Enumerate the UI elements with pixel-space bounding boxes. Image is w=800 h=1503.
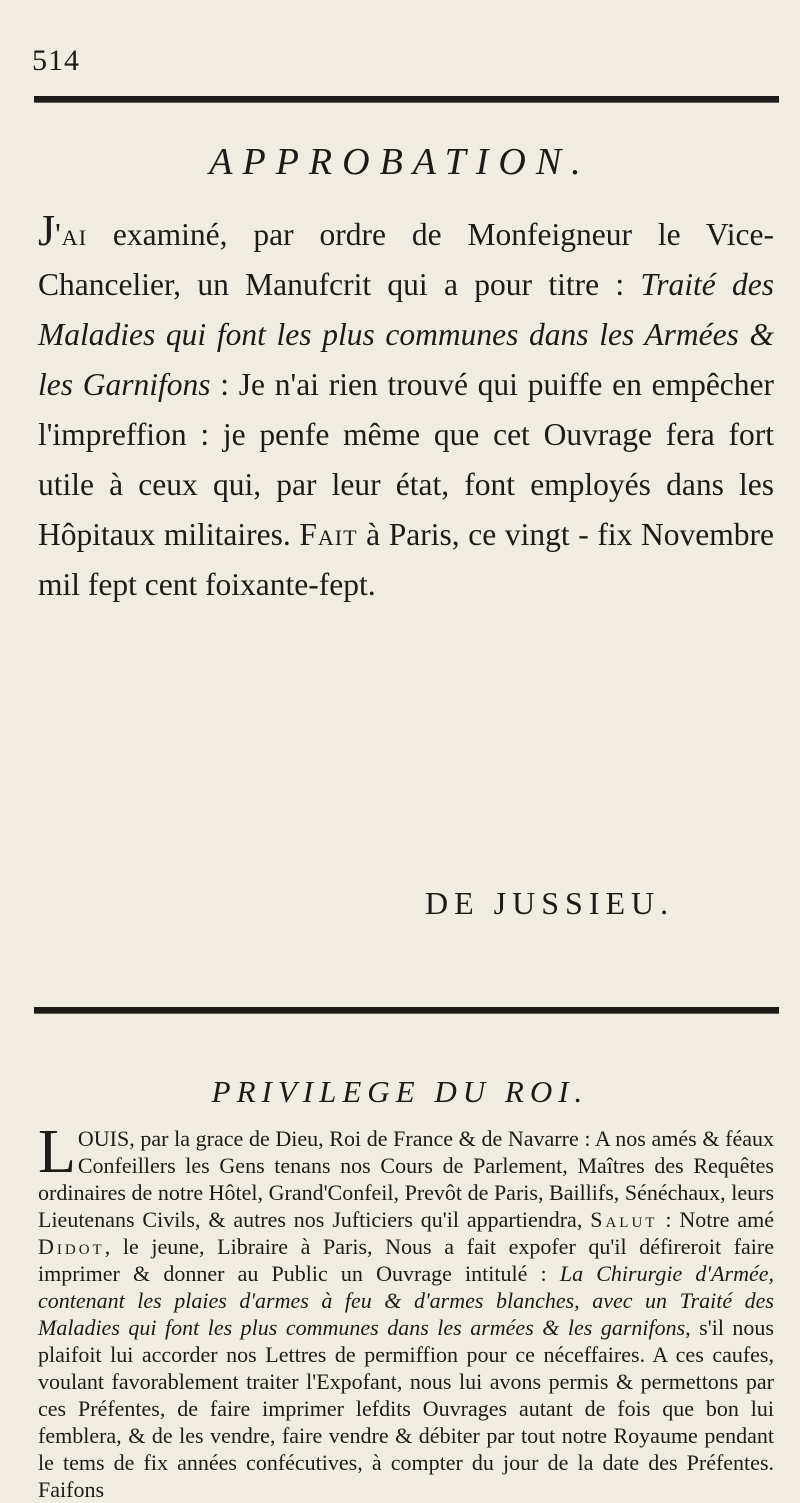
privilege-text-1: OUIS, par la grace de Dieu, Roi de France & de Navarre : A nos amés & féaux Confeillers les Gens tenans nos Cours de Parlement, Maîtres des Requêtes ordinaires de notre Hôtel, Grand'Confeil, Prevôt de Paris, Baillifs, Sénéchaux, leurs Lieutenans Civils, & autres nos Jufticiers qu'il appartiendra, bbox=[38, 1126, 774, 1232]
approbation-heading: APPROBATION. bbox=[209, 141, 591, 183]
privilege-salut: Salut bbox=[590, 1207, 658, 1232]
privilege-text-2: : Notre amé bbox=[657, 1207, 774, 1232]
privilege-didot: Didot bbox=[38, 1234, 105, 1259]
approbation-dropcap: J bbox=[38, 206, 56, 255]
approbation-paragraph bbox=[38, 206, 775, 610]
privilege-title: La Chirurgie d'Armée, contenant les plaies d'armes à feu & d'armes blanches, avec un Traité des Maladies qui font les plus communes dans les armées & les garnifons bbox=[38, 1261, 775, 1340]
approbation-text-2: : Je n'ai rien trouvé qui puiffe en empêcher l'impreffion : je penfe même que cet Ouvrage fera fort utile à ceux qui, par leur état, font employés dans les Hôpitaux militaires. bbox=[38, 367, 775, 552]
privilege-dropcap: L bbox=[38, 1118, 76, 1186]
privilege-paragraph bbox=[38, 1118, 775, 1503]
page-number: 514 bbox=[32, 44, 80, 77]
privilege-heading: PRIVILEGE DU ROI. bbox=[211, 1074, 589, 1109]
approbation-lead: 'ai bbox=[55, 217, 88, 252]
approbation-fait: Fait bbox=[299, 517, 358, 552]
approbation-title: Traité des Maladies qui font les plus communes dans les Armées & les Garnifons bbox=[38, 267, 774, 402]
approbation-text-3: à Paris, ce vingt - fix Novembre mil fept cent foixante-fept. bbox=[38, 517, 774, 602]
privilege-text-4: , s'il nous plaifoit lui accorder nos Lettres de permiffion pour ce néceffaires. A ces caufes, voulant favorablement traiter l'Expofant, nous lui avons permis & permettons par ces Préfentes, de faire imprimer lefdits Ouvrages autant de fois que bon lui femblera, & de les vendre, faire vendre & débiter par tout notre Royaume pendant le tems de fix années confécutives, à compter du jour de la date des Préfentes. Faifons bbox=[38, 1315, 774, 1502]
section-divider-rule bbox=[34, 1007, 779, 1014]
top-rule bbox=[34, 96, 779, 103]
privilege-text-3: , le jeune, Libraire à Paris, Nous a fait expofer qu'il défireroit faire imprimer & donner au Public un Ouvrage intitulé : bbox=[38, 1234, 774, 1286]
approbation-text-1: examiné, par ordre de Monfeigneur le Vice-Chancelier, un Manufcrit qui a pour titre : bbox=[38, 217, 774, 302]
approbation-signature: DE JUSSIEU. bbox=[425, 885, 675, 921]
